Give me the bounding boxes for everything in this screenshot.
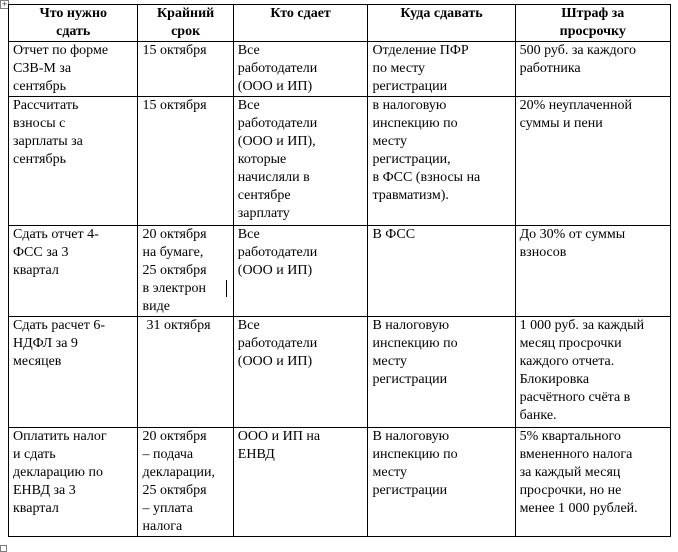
- cell-what: Сдать расчет 6- НДФЛ за 9 месяцев: [9, 317, 138, 428]
- deadlines-table: [8, 4, 671, 537]
- cell-penalty: 20% неуплаченной суммы и пени: [515, 97, 670, 226]
- header-who: Кто сдает: [233, 5, 368, 42]
- cell-deadline: [138, 226, 233, 317]
- cell-what: Рассчитать взносы с зарплаты за сентябрь: [9, 97, 138, 226]
- cell-deadline-text: 20 октября на бумаге, 25 октября в электрон виде: [142, 227, 207, 314]
- cell-deadline: 15 октября: [138, 97, 233, 226]
- move-handle-icon[interactable]: +: [1, 0, 8, 8]
- cell-who: ООО и ИП на ЕНВД: [233, 428, 368, 537]
- cell-where: В налоговую инспекцию по месту регистрации: [368, 317, 515, 428]
- header-what: Что нужно сдать: [9, 5, 138, 42]
- cell-deadline: 15 октября: [138, 42, 233, 97]
- cell-deadline: 31 октября: [138, 317, 233, 428]
- table-row: [9, 428, 671, 537]
- table-row: [9, 97, 671, 226]
- table-row: [9, 317, 671, 428]
- cell-who: Все работодатели (ООО и ИП): [233, 226, 368, 317]
- cell-who: Все работодатели (ООО и ИП), которые начисляли в сентябре зарплату: [233, 97, 368, 226]
- cell-what: Оплатить налог и сдать декларацию по ЕНВД за 3 квартал: [9, 428, 138, 537]
- cell-where: В налоговую инспекцию по месту регистрации: [368, 428, 515, 537]
- table-header-row: [9, 5, 671, 42]
- cell-penalty: 1 000 руб. за каждый месяц просрочки каждого отчета. Блокировка расчётного счёта в банке.: [515, 317, 670, 428]
- cell-penalty: 500 руб. за каждого работника: [515, 42, 670, 97]
- table-row: [9, 42, 671, 97]
- cell-penalty: 5% квартального вмененного налога за каждый месяц просрочки, но не менее 1 000 рублей.: [515, 428, 670, 537]
- cell-what: Отчет по форме СЗВ-М за сентябрь: [9, 42, 138, 97]
- cell-where: В ФСС: [368, 226, 515, 317]
- cell-deadline: 20 октября – подача декларации, 25 октября – уплата налога: [138, 428, 233, 537]
- cell-where: в налоговую инспекцию по месту регистрации, в ФСС (взносы на травматизм).: [368, 97, 515, 226]
- cell-where: Отделение ПФР по месту регистрации: [368, 42, 515, 97]
- text-cursor-icon: [226, 280, 227, 297]
- cell-who: Все работодатели (ООО и ИП): [233, 317, 368, 428]
- header-penalty: Штраф за просрочку: [515, 5, 670, 42]
- table-row: [9, 226, 671, 317]
- cell-who: Все работодатели (ООО и ИП): [233, 42, 368, 97]
- header-deadline: Крайний срок: [138, 5, 233, 42]
- cell-penalty: До 30% от суммы взносов: [515, 226, 670, 317]
- header-where: Куда сдавать: [368, 5, 515, 42]
- resize-corner-icon[interactable]: [0, 545, 7, 552]
- cell-what: Сдать отчет 4- ФСС за 3 квартал: [9, 226, 138, 317]
